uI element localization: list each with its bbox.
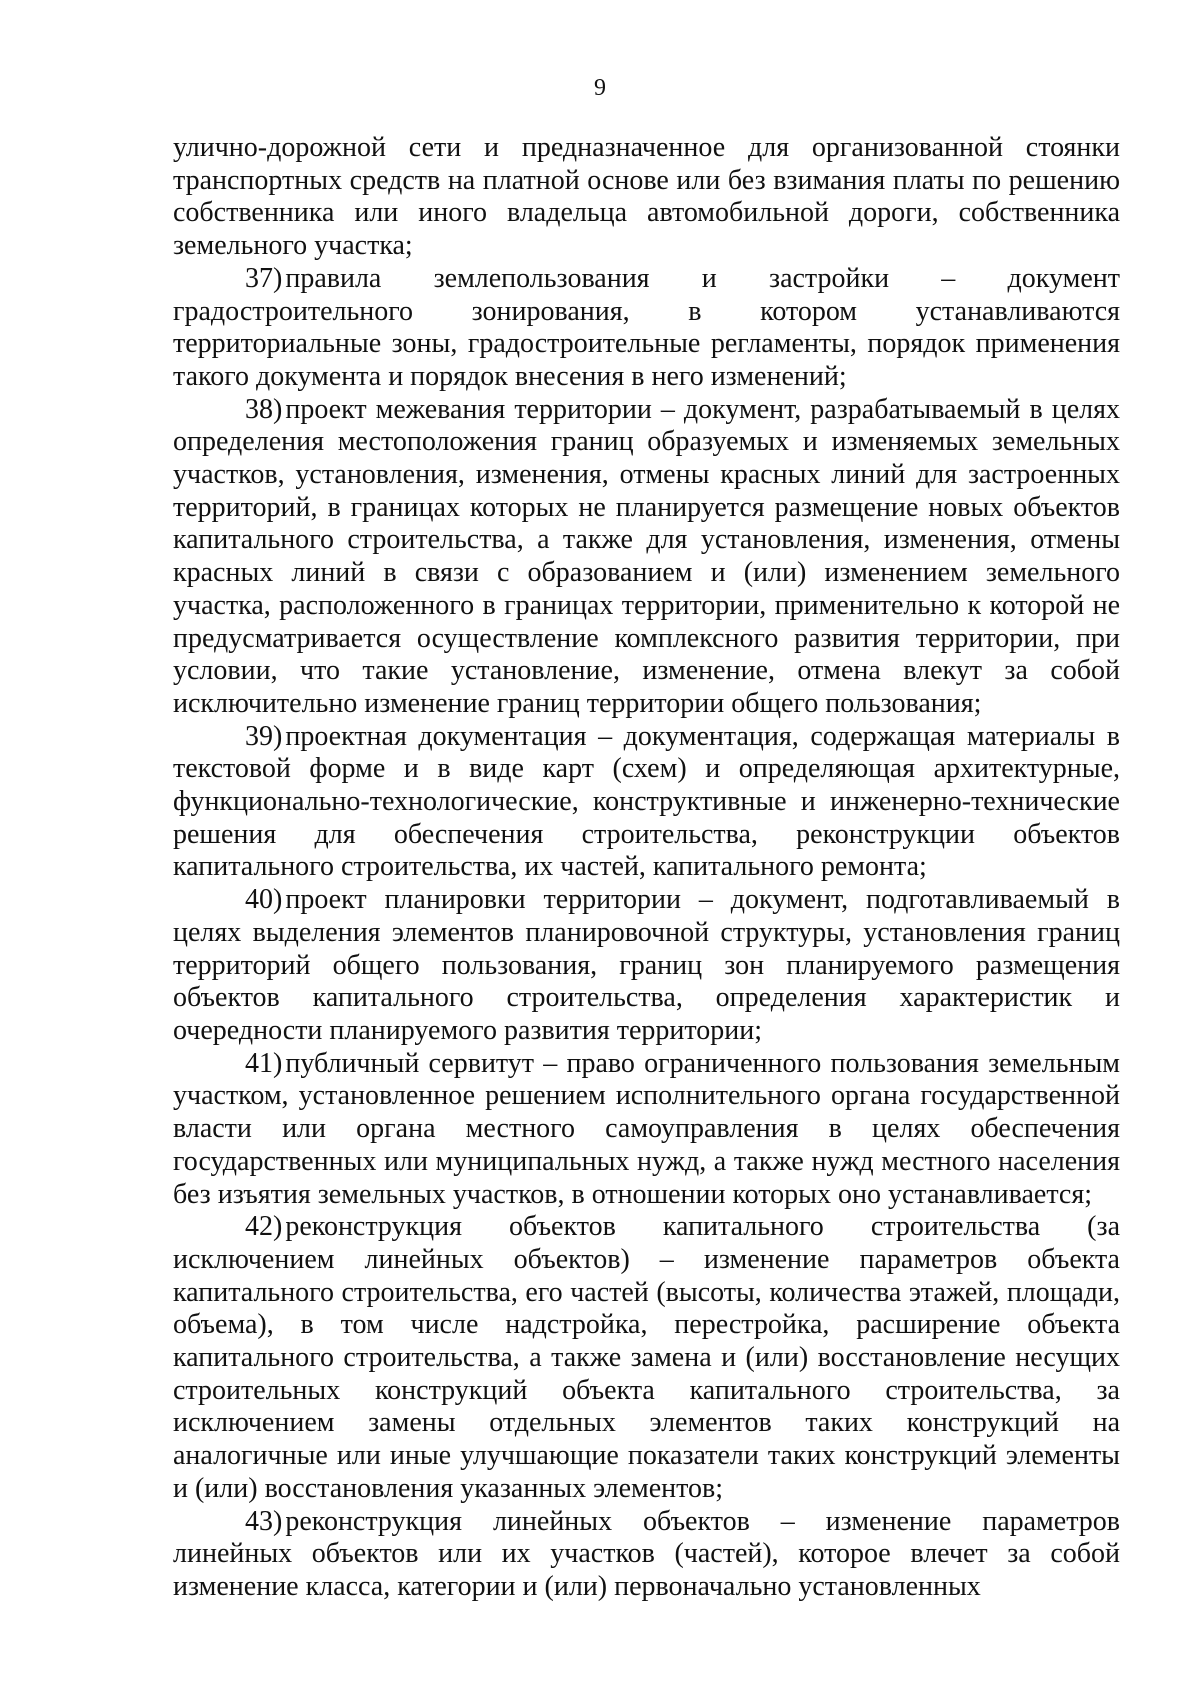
paragraph-number: 40) bbox=[245, 884, 283, 916]
paragraph-40 bbox=[173, 884, 1120, 1048]
paragraph-37 bbox=[173, 263, 1120, 394]
paragraph-number: 37) bbox=[245, 262, 283, 294]
paragraph-text: проект планировки территории – документ, подготавливаемый в целях выделения элементов планировочной структуры, установления границ территорий общего пользования, границ зон планируемого размещения объектов капитального строительства, определения характеристик и очередности планируемого развития территории; bbox=[173, 884, 1120, 1046]
paragraph-38 bbox=[173, 394, 1120, 721]
paragraph-number: 42) bbox=[245, 1211, 283, 1243]
page-number: 9 bbox=[594, 75, 606, 101]
paragraph-number: 41) bbox=[245, 1047, 283, 1079]
paragraph-text: реконструкция объектов капитального строительства (за исключением линейных объектов) – изменение параметров объекта капитального строительства, его частей (высоты, количества этажей, площади, объема), в том числе надстройка, перестройка, расширение объекта капитального строительства, а также замена и (или) восстановление несущих строительных конструкций объекта капитального строительства, за исключением замены отдельных элементов таких конструкций на аналогичные или иные улучшающие показатели таких конструкций элементы и (или) восстановления указанных элементов; bbox=[173, 1211, 1120, 1504]
paragraph-text: улично-дорожной сети и предназначенное для организованной стоянки транспортных средств на платной основе или без взимания платы по решению собственника или иного владельца автомобильной дороги, собственника земельного участка; bbox=[173, 132, 1120, 262]
paragraph-text: проектная документация – документация, содержащая материалы в текстовой форме и в виде карт (схем) и определяющая архитектурные, функционально-технологические, конструктивные и инженерно-технические решения для обеспечения строительства, реконструкции объектов капитального строительства, их частей, капитального ремонта; bbox=[173, 720, 1120, 883]
paragraph-number: 43) bbox=[245, 1505, 283, 1537]
paragraph-text: проект межевания территории – документ, разрабатываемый в целях определения местоположения границ образуемых и изменяемых земельных участков, установления, изменения, отмены красных линий для застроенных территорий, в границах которых не планируется размещение новых объектов капитального строительства, а также для установления, изменения, отмены красных линий в связи с образованием и (или) изменением земельного участка, расположенного в границах территории, применительно к которой не предусматривается осуществление комплексного развития территории, при условии, что такие установление, изменение, отмена влекут за собой исключительно изменение границ территории общего пользования; bbox=[173, 393, 1120, 719]
paragraph-text: правила землепользования и застройки – документ градостроительного зонирования, в котором устанавливаются территориальные зоны, градостроительные регламенты, порядок применения такого документа и порядок внесения в него изменений; bbox=[173, 262, 1120, 392]
paragraph-39 bbox=[173, 721, 1120, 885]
paragraph-number: 38) bbox=[245, 393, 283, 425]
paragraph-43 bbox=[173, 1506, 1120, 1604]
document-body bbox=[173, 132, 1120, 1604]
paragraph-continuation bbox=[173, 132, 1120, 263]
paragraph-text: публичный сервитут – право ограниченного пользования земельным участком, установленное решением исполнительного органа государственной власти или органа местного самоуправления в целях обеспечения государственных или муниципальных нужд, а также нужд местного населения без изъятия земельных участков, в отношении которых оно устанавливается; bbox=[173, 1047, 1120, 1210]
paragraph-number: 39) bbox=[245, 720, 283, 752]
paragraph-41 bbox=[173, 1048, 1120, 1212]
paragraph-text: реконструкция линейных объектов – изменение параметров линейных объектов или их участков (частей), которое влечет за собой изменение класса, категории и (или) первоначально установленных bbox=[173, 1505, 1120, 1602]
paragraph-42 bbox=[173, 1211, 1120, 1505]
